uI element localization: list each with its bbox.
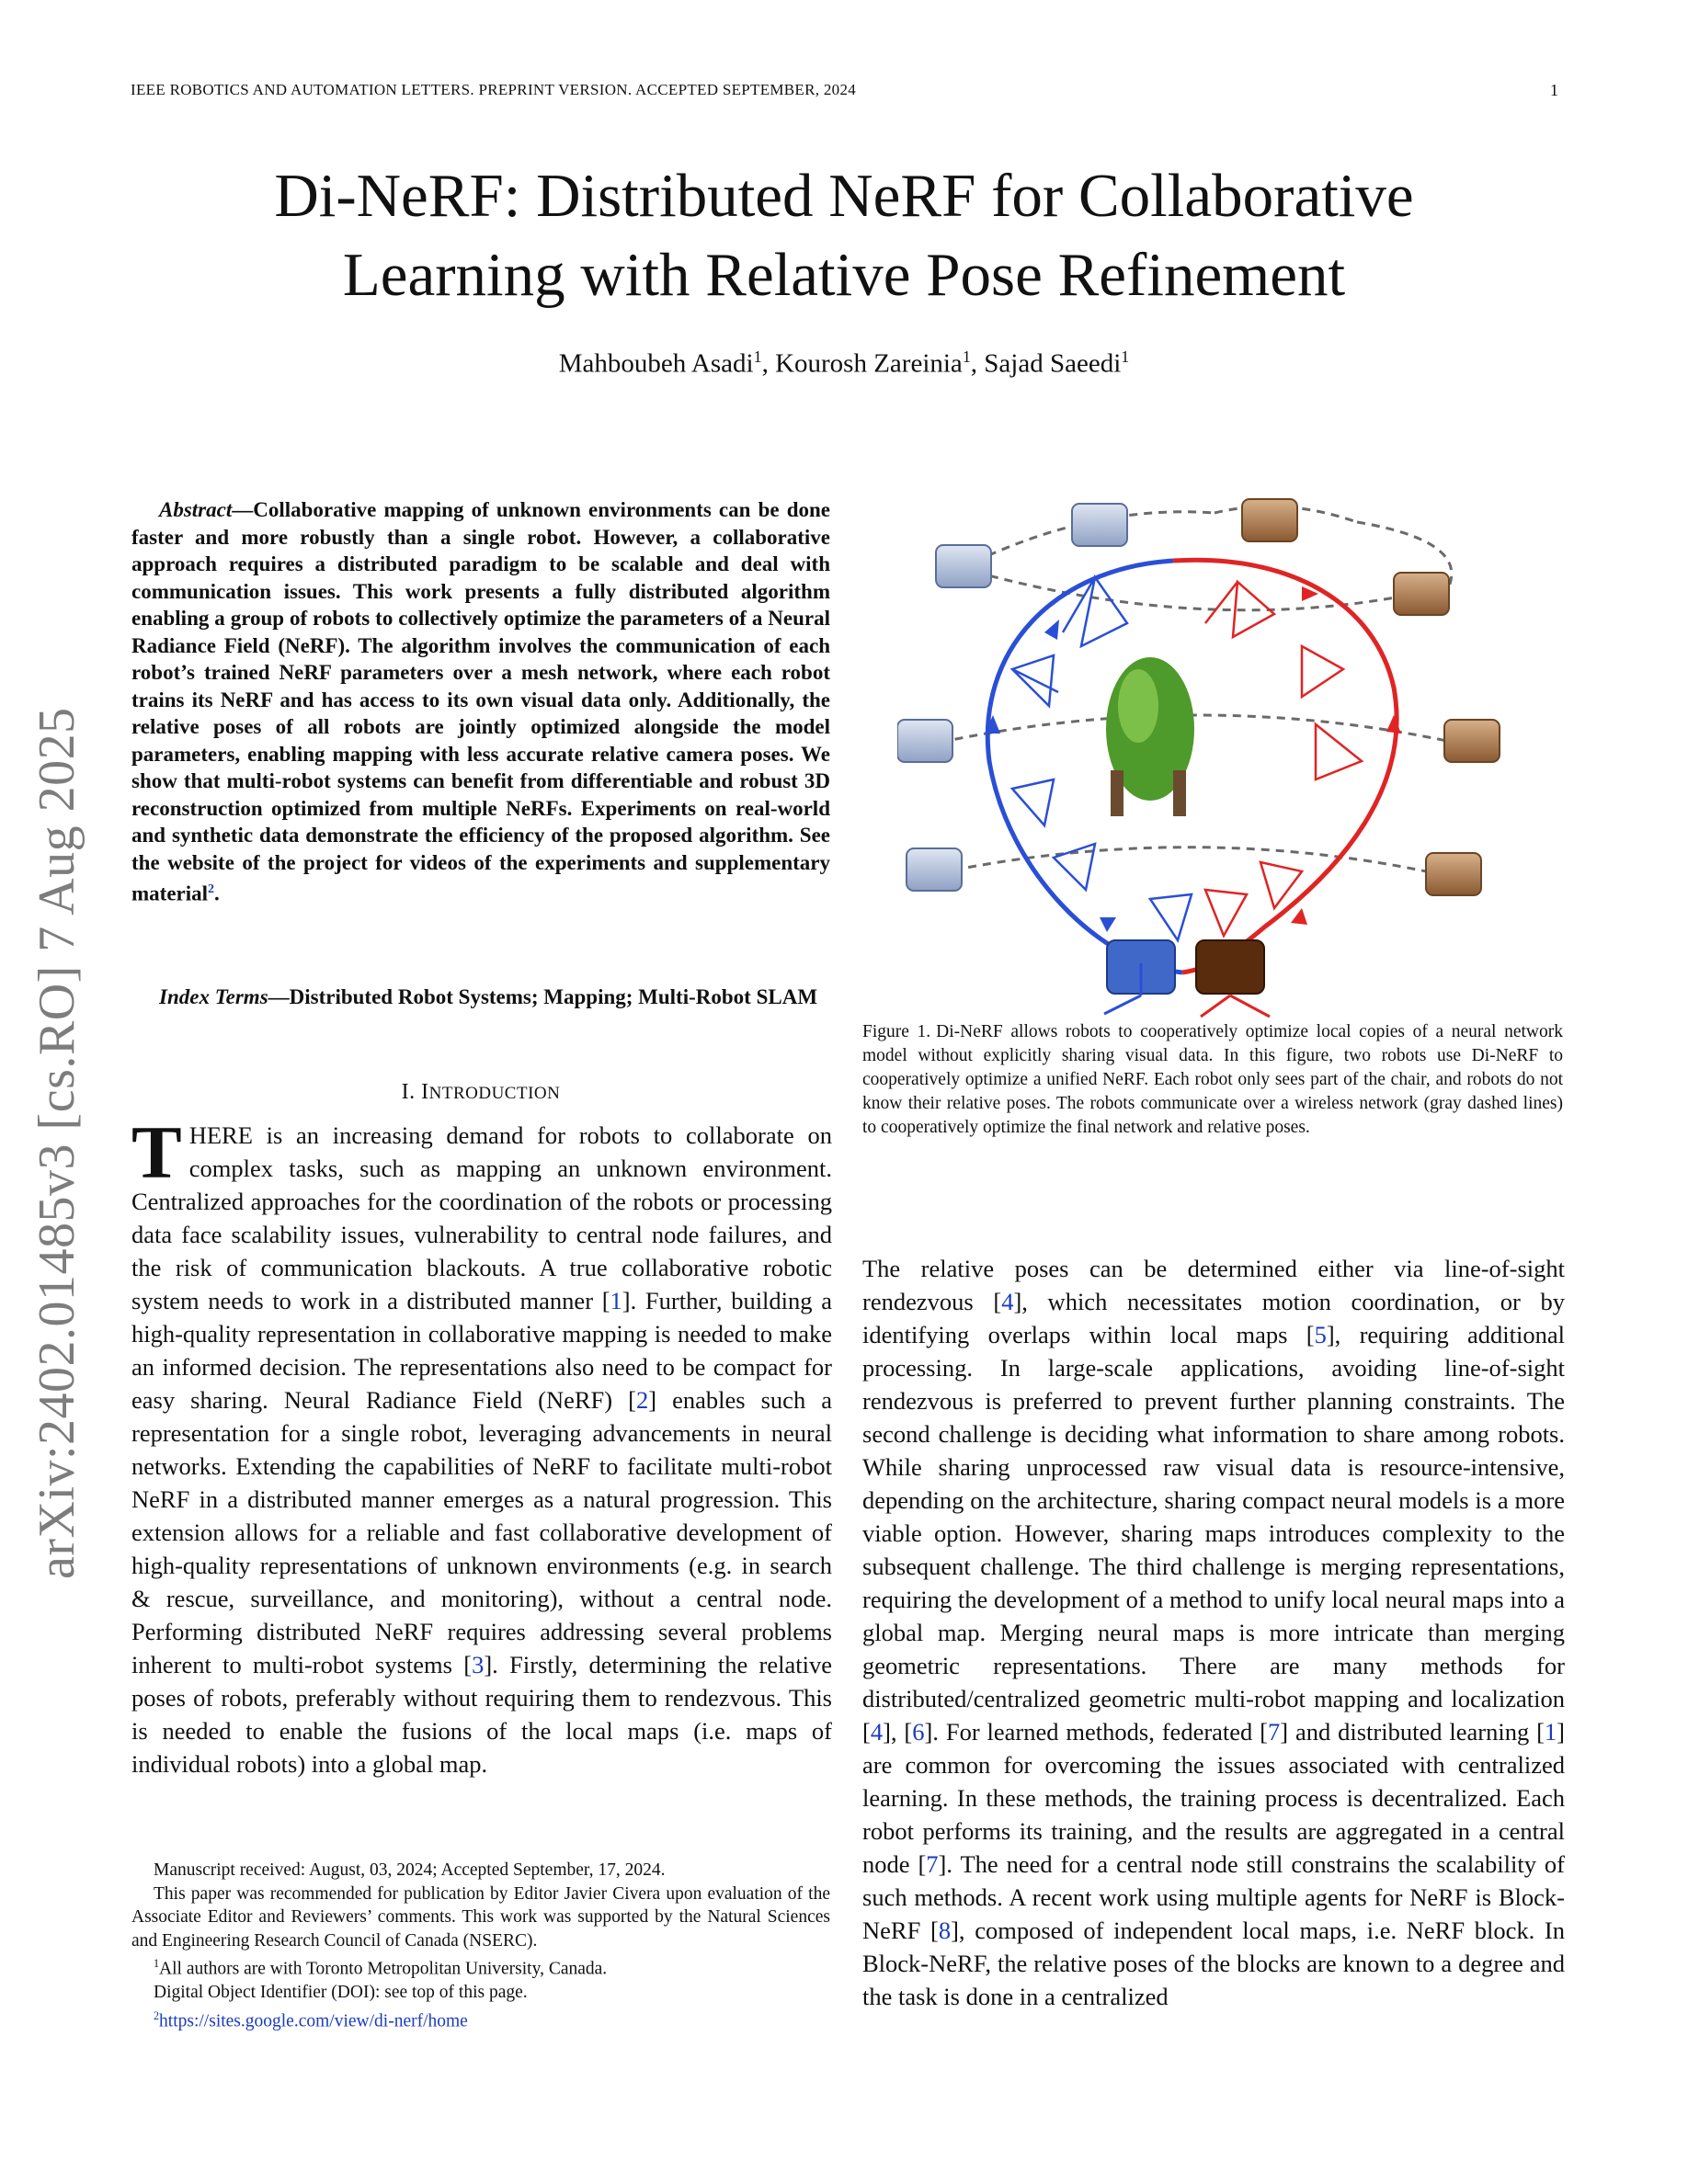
footnote-link-2[interactable]: 2 bbox=[208, 882, 215, 896]
author-sep: , bbox=[761, 348, 776, 379]
index-terms-text: Distributed Robot Systems; Mapping; Multi-Robot SLAM bbox=[289, 985, 818, 1008]
affil-mark: 1 bbox=[1121, 347, 1130, 366]
section-initial: I bbox=[421, 1080, 429, 1104]
affil-mark: 1 bbox=[962, 347, 971, 366]
index-terms bbox=[131, 984, 830, 1011]
chair-reconstruction bbox=[1106, 657, 1194, 816]
footnote-doi: Digital Object Identifier (DOI): see top of this page. bbox=[154, 1983, 528, 2002]
body-text: ]. The need for a central node still constrains the scalability of such methods. A recent work using multiple agents for NeRF is Block-NeRF [ bbox=[862, 1850, 1565, 1944]
index-terms-dash: — bbox=[268, 985, 290, 1008]
intro-text: ]. Further, building a high-quality representation in collaborative mapping is needed to make an informed decision. The representations also need to be compact for easy sharing. Neural Radiance Field (NeRF) [ bbox=[131, 1287, 832, 1414]
active-robot-blue bbox=[1104, 940, 1175, 1014]
project-url-link[interactable]: https://sites.google.com/view/di-nerf/home bbox=[159, 2011, 468, 2030]
section-heading bbox=[131, 1080, 830, 1105]
figure-label: Figure 1. bbox=[862, 1022, 931, 1041]
title-line-2: Learning with Relative Pose Refinement bbox=[342, 241, 1346, 309]
footnote-affiliation bbox=[131, 1952, 830, 1981]
citation-link[interactable]: 5 bbox=[1314, 1321, 1327, 1348]
arxiv-stamp: arXiv:2402.01485v3 [cs.RO] 7 Aug 2025 bbox=[29, 707, 86, 1579]
abstract-text: Collaborative mapping of unknown environments can be done faster and more robustly than a single robot. However, a collaborative approach requires a distributed paradigm to be scalable and deal with communication issues. This work presents a fully distributed algorithm enabling a group of robots to collectively optimize the parameters of a Neural Radiance Field (NeRF). The algorithm involves the communication of each robot’s trained NeRF parameters over a mesh network, where each robot trains its NeRF and has access to its own visual data only. Additionally, the relative poses of all robots are jointly optimized alongside the model parameters, enabling mapping with less accurate relative camera poses. We show that multi-robot systems can benefit from differentiable and robust 3D reconstruction optimized from multiple NeRFs. Experiments on real-world and synthetic data demonstrate the efficiency of the proposed algorithm. See the website of the project for videos of the experiments and supplementary material bbox=[131, 498, 830, 905]
figure-1-caption bbox=[862, 1020, 1563, 1140]
robot-trajectories bbox=[985, 560, 1401, 973]
citation-link[interactable]: 6 bbox=[912, 1718, 925, 1746]
right-column-text bbox=[862, 1252, 1565, 2013]
intro-paragraph bbox=[131, 1110, 833, 1780]
url-mark: 2 bbox=[154, 2008, 160, 2022]
abstract-dash: — bbox=[232, 498, 254, 521]
author-sep: , bbox=[970, 348, 985, 379]
body-text: ], composed of independent local maps, i.e. NeRF block. In Block-NeRF, the relative poses of the blocks are known to a degree and the task is done in a centralized bbox=[862, 1917, 1566, 2010]
citation-link[interactable]: 8 bbox=[938, 1917, 952, 1944]
intro-text: ]. Firstly, determining the relative poses of robots, preferably without requiring them to rendezvous. This is needed to enable the fusions of the local maps (i.e. maps of individual robots) into a global map. bbox=[131, 1651, 832, 1778]
body-text: ] and distributed learning [ bbox=[1280, 1718, 1545, 1746]
citation-link[interactable]: 4 bbox=[870, 1718, 884, 1746]
body-text: The relative poses can be determined either via line-of-sight rendezvous [ bbox=[862, 1255, 1565, 1315]
caption-text: Di-NeRF allows robots to cooperatively optimize local copies of a neural network model without explicitly sharing visual data. In this figure, two robots use Di-NeRF to cooperatively optimize a unified NeRF. Each robot only sees part of the chair, and robots do not know their relative poses. The robots communicate over a wireless network (gray dashed lines) to cooperatively optimize the final network and relative poses. bbox=[862, 1022, 1563, 1137]
paper-title bbox=[0, 156, 1688, 314]
running-header: IEEE ROBOTICS AND AUTOMATION LETTERS. PREPRINT VERSION. ACCEPTED SEPTEMBER, 2024 bbox=[131, 81, 857, 98]
section-numeral: I. bbox=[401, 1080, 422, 1104]
body-text: ], which necessitates motion coordination, or by identifying overlaps within local maps [ bbox=[862, 1288, 1566, 1348]
index-terms-lead: Index Terms bbox=[159, 985, 268, 1008]
author-2: Kourosh Zareinia bbox=[775, 348, 963, 379]
citation-link[interactable]: 4 bbox=[1001, 1288, 1014, 1315]
camera-frustums-red bbox=[1205, 582, 1362, 936]
footnote-received: Manuscript received: August, 03, 2024; Accepted September, 17, 2024. bbox=[154, 1860, 666, 1880]
title-line-1: Di-NeRF: Distributed NeRF for Collaborative bbox=[274, 162, 1414, 230]
affiliation-text: All authors are with Toronto Metropolitan University, Canada. bbox=[159, 1959, 608, 1979]
footnotes bbox=[131, 1859, 830, 2033]
body-text: ], [ bbox=[883, 1718, 913, 1746]
affil-mark: 1 bbox=[154, 1957, 160, 1970]
robots-brown bbox=[1242, 499, 1500, 895]
abstract bbox=[131, 496, 830, 907]
citation-link[interactable]: 3 bbox=[472, 1651, 485, 1678]
intro-text: ] enables such a representation for a single robot, leveraging advancements in neural networks. Extending the capabilities of NeRF to facilitate multi-robot NeRF in a distributed manner emerges as a natural progression. This extension allows for a reliable and fast collaborative development of high-quality representations of unknown environments (e.g. in search & rescue, surveillance, and monitoring), without a central node. Performing distributed NeRF requires addressing several problems inherent to multi-robot systems [ bbox=[131, 1386, 833, 1678]
author-3: Sajad Saeedi bbox=[984, 348, 1122, 379]
citation-link[interactable]: 1 bbox=[610, 1287, 622, 1314]
citation-link[interactable]: 1 bbox=[1544, 1718, 1557, 1746]
figure-1-illustration bbox=[897, 485, 1550, 1018]
author-1: Mahboubeh Asadi bbox=[558, 348, 754, 379]
citation-link[interactable]: 7 bbox=[1268, 1718, 1281, 1746]
abstract-end: . bbox=[214, 882, 220, 905]
drop-cap: T bbox=[131, 1110, 182, 1194]
active-robot-red bbox=[1196, 940, 1270, 1017]
author-list bbox=[0, 347, 1688, 380]
page-number: 1 bbox=[1550, 81, 1558, 99]
body-text: ] are common for overcoming the issues associated with centralized learning. In these methods, the training process is decentralized. Each robot performs its training, and the results are aggregated in a central node [ bbox=[862, 1718, 1565, 1878]
abstract-lead: Abstract bbox=[159, 498, 233, 521]
affil-mark: 1 bbox=[753, 347, 762, 366]
body-text: ]. For learned methods, federated [ bbox=[924, 1718, 1269, 1746]
citation-link[interactable]: 2 bbox=[635, 1386, 649, 1414]
section-title-rest: NTRODUCTION bbox=[428, 1084, 561, 1103]
footnote-url bbox=[131, 2005, 830, 2033]
intro-text: HERE is an increasing demand for robots to collaborate on complex tasks, such as mapping an unknown environment. Centralized approaches for the coordination of the robots or processing data face scalability issues, vulnerability to central node failures, and the risk of communication blackouts. A true collaborative robotic system needs to work in a distributed manner [ bbox=[131, 1121, 832, 1314]
body-text: ], requiring additional processing. In large-scale applications, avoiding line-of-sight rendezvous is preferred to prevent further planning constraints. The second challenge is deciding what information to share among robots. While sharing unprocessed raw visual data is resource-intensive, depending on the architecture, sharing compact neural models is a more viable option. However, sharing maps introduces complexity to the subsequent challenge. The third challenge is merging representations, requiring the development of a method to unify local neural maps into a global map. Merging neural maps is more intricate than merging geometric representations. There are many methods for distributed/centralized geometric multi-robot mapping and localization [ bbox=[862, 1321, 1566, 1746]
footnote-recommended: This paper was recommended for publication by Editor Javier Civera upon evaluation of the Associate Editor and Reviewers’ comments. This work was supported by the Natural Sciences and Engineering Research Council of Canada (NSERC). bbox=[131, 1883, 830, 1951]
citation-link[interactable]: 7 bbox=[926, 1850, 939, 1878]
